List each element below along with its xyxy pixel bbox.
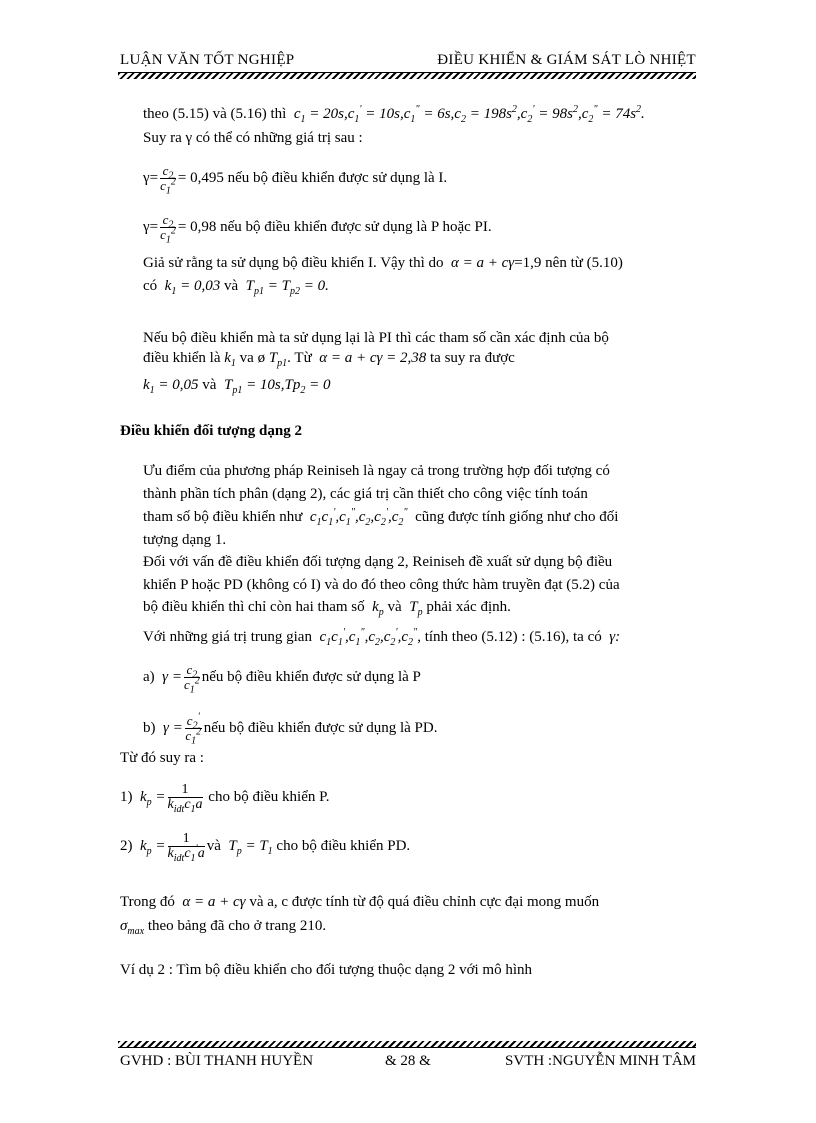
p6-line-1-text-a: Trong đó: [120, 894, 175, 910]
p2-line-3: [143, 375, 331, 395]
formula-sigma-max: $\sigma_{max}$: [120, 918, 145, 937]
formula-tp1-symbol: $T_{p1}$: [268, 350, 288, 369]
equation-2-tp: $T_p = T_1$: [224, 837, 273, 857]
line-6-text-b: và: [223, 278, 239, 294]
case-a-text: nếu bộ điều khiển được sử dụng là P: [201, 668, 421, 685]
formula-c-list: $c_1c_1',c_1^",c_2,c_2',c_2^"$: [306, 507, 408, 528]
equation-2-label: 2): [120, 837, 133, 854]
p6-line-1-text-b: và a, c được tính từ độ quá điều chỉnh cực đại mong muốn: [249, 894, 600, 910]
equation-2-fraction: $\frac{1}{k_{idt}c_1'a}$: [167, 831, 205, 864]
formula-c-values: $c_1 = 20s,c_1' = 10s,c_1^" = 6s,c_2 = 198s^2,c_2' = 98s^2,c_2^" = 74s^2$.: [290, 104, 645, 125]
equation-1-fraction: $\frac{1}{k_{idt}c_1a}$: [167, 782, 203, 815]
case-b-text: nếu bộ điều khiển được sử dụng là PD.: [203, 719, 438, 736]
gamma-1-fraction: $\frac{c_2}{c_1^2}$: [160, 163, 176, 197]
gamma-1-text: = 0,495 nếu bộ điều khiển được sử dụng là I.: [177, 169, 448, 186]
gamma-line-1: [143, 163, 448, 197]
p4-line-3-text-b: và: [387, 599, 402, 615]
header-left: LUẬN VĂN TỐT NGHIỆP: [120, 52, 295, 68]
p5-text-a: Với những giá trị trung gian: [143, 629, 312, 645]
footer-rule: [118, 1041, 696, 1048]
formula-gamma-symbol: γ:: [605, 629, 621, 645]
p4-line-2: khiển P hoặc PD (không có I) và do đó theo công thức hàm truyền đạt (5.2) của: [143, 577, 620, 593]
p2-line-2-text-a: điều khiển là: [143, 350, 221, 366]
p2-line-2-text-c: . Từ: [287, 350, 312, 366]
gamma-line-2: [143, 212, 492, 246]
footer-right: SVTH :NGUYỄN MINH TÂM: [505, 1053, 696, 1069]
equation-1-kp: $k_p$ =: [136, 788, 166, 808]
formula-c-list-2: $c_1c_1',c_1^",c_2,c_2',c_2^"$: [315, 627, 418, 648]
header-rule: [118, 72, 696, 79]
case-a-fraction: $\frac{c_2}{c_1^2}$: [183, 662, 200, 696]
case-b-fraction: $\frac{c_2'}{c_1^2}$: [185, 711, 202, 747]
page-header: [120, 52, 696, 72]
gamma-2-prefix: γ=: [143, 218, 159, 235]
p3-line-2: thành phần tích phân (dạng 2), các giá trị cần thiết cho công việc tính toán: [143, 486, 588, 502]
line-5-text-b: =1,9 nên từ (5.10): [514, 255, 623, 271]
p3-line-1: Ưu điểm của phương pháp Reiniseh là ngay cả trong trường hợp đối tượng có: [143, 463, 610, 479]
p3-line-3: [143, 507, 618, 527]
p5-line: [143, 627, 620, 647]
p6-line-1: [120, 892, 599, 912]
p6-line-2-text: theo bảng đã cho ở trang 210.: [147, 918, 327, 934]
p2-line-1: Nếu bộ điều khiển mà ta sử dụng lại là PI thì các tham số cần xác định của bộ: [143, 330, 609, 346]
line-6-text-a: có: [143, 278, 158, 294]
p4-line-3-text-a: bộ điều khiển thì chỉ còn hai tham số: [143, 599, 365, 615]
formula-k1: $k_1 = 0,03$: [160, 278, 221, 297]
case-b: [143, 711, 438, 747]
p4-line-1: Đối với vấn đề điều khiển đối tượng dạng 2, Reiniseh đề xuất sử dụng bộ điều: [143, 554, 613, 570]
page-footer: [120, 1053, 696, 1073]
equation-2-and: và: [206, 837, 221, 854]
formula-tp: $T_{p1} = T_{p2} = 0$.: [241, 278, 329, 297]
case-a: [143, 662, 421, 696]
line-1-text: theo (5.15) và (5.16) thì: [143, 106, 287, 122]
case-b-gamma: γ =: [159, 719, 183, 736]
p4-line-3-text-c: phải xác định.: [426, 599, 511, 615]
line-5: [143, 253, 623, 273]
example-line: Ví dụ 2 : Tìm bộ điều khiển cho đối tượng thuộc dạng 2 với mô hình: [120, 962, 533, 978]
p3-line-3-text-b: cũng được tính giống như cho đối: [415, 509, 619, 525]
equation-2-text: cho bộ điều khiển PD.: [276, 837, 411, 854]
therefore-line: Từ đó suy ra :: [120, 750, 204, 766]
case-a-label: a): [143, 668, 155, 685]
footer-left: GVHD : BÙI THANH HUYỀN: [120, 1053, 314, 1069]
formula-alpha-3: α = a + cγ: [178, 894, 246, 910]
p6-line-2: [120, 916, 326, 936]
line-1: [143, 104, 645, 124]
gamma-2-text: = 0,98 nếu bộ điều khiển được sử dụng là P hoặc PI.: [177, 218, 492, 235]
case-a-gamma: γ =: [158, 668, 182, 685]
equation-2: [120, 831, 411, 864]
formula-alpha: α = a + cγ: [447, 255, 515, 271]
equation-1: [120, 782, 330, 815]
equation-1-text: cho bộ điều khiển P.: [208, 788, 330, 805]
footer-page-number: & 28 &: [385, 1053, 431, 1069]
formula-kp-symbol: $k_p$: [368, 599, 384, 618]
case-b-label: b): [143, 719, 156, 736]
p2-line-3-text: và: [202, 377, 217, 393]
equation-1-label: 1): [120, 788, 133, 805]
p3-line-4: tượng dạng 1.: [143, 532, 227, 548]
formula-alpha-2: α = a + cγ = 2,38: [315, 350, 427, 366]
header-right: ĐIỀU KHIỂN & GIÁM SÁT LÒ NHIỆT: [437, 52, 696, 68]
line-2: Suy ra γ có thể có những giá trị sau :: [143, 130, 363, 146]
gamma-1-prefix: γ=: [143, 169, 159, 186]
p2-line-2-text-b: va ø: [239, 350, 266, 366]
equation-2-kp: $k_p$ =: [136, 837, 166, 857]
p2-line-2: [143, 348, 515, 368]
formula-k1-symbol: $k_1$: [224, 350, 236, 369]
formula-tp-pi: $T_{p1} = 10s,Tp_2 = 0$: [220, 377, 331, 396]
gamma-2-fraction: $\frac{c_2}{c_1^2}$: [160, 212, 176, 246]
formula-k1-pi: $k_1 = 0,05$: [143, 377, 199, 396]
section-heading: Điều khiển đối tượng dạng 2: [120, 423, 302, 439]
p2-line-2-text-d: ta suy ra được: [430, 350, 515, 366]
p5-text-b: , tính theo (5.12) : (5.16), ta có: [417, 629, 602, 645]
line-5-text-a: Giả sử rằng ta sử dụng bộ điều khiển I. Vậy thì do: [143, 255, 444, 271]
p4-line-3: [143, 597, 511, 617]
formula-tp-symbol: $T_p$: [405, 599, 423, 618]
p3-line-3-text-a: tham số bộ điều khiển như: [143, 509, 303, 525]
line-6: [143, 276, 329, 296]
